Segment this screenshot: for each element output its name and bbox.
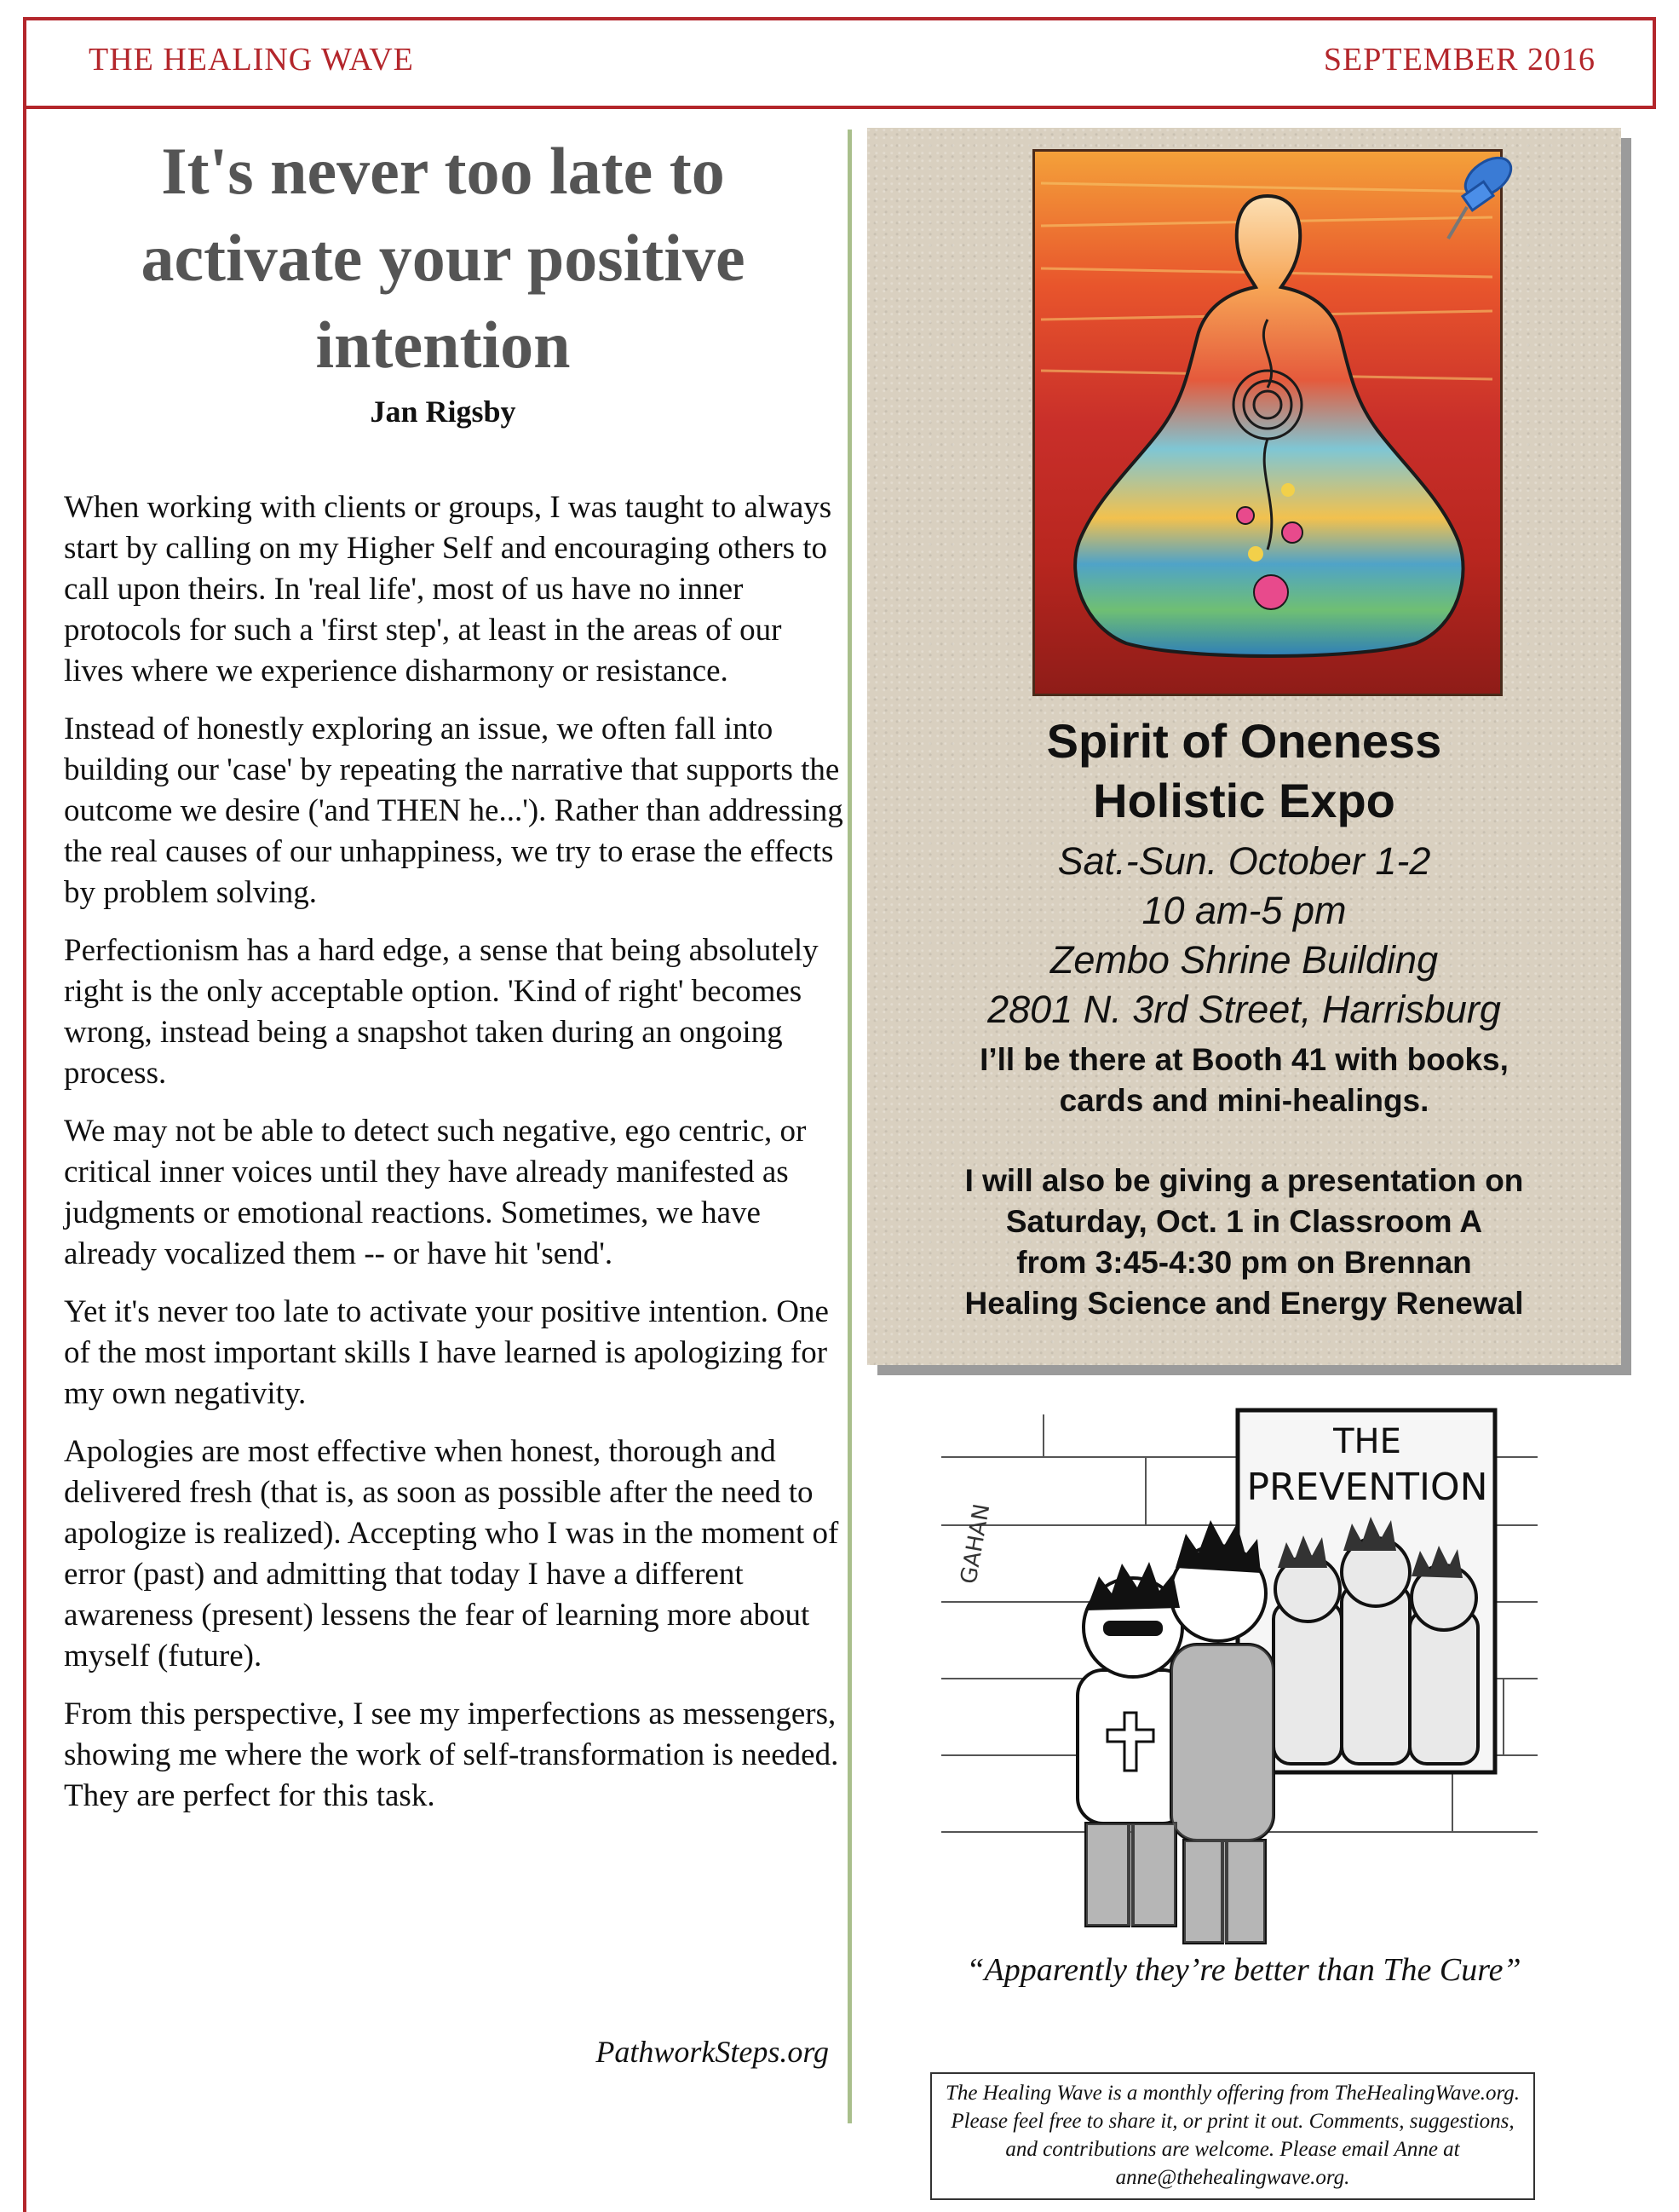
expo-title-line: Holistic Expo: [1093, 774, 1395, 827]
booth-line: I’ll be there at Booth 41 with books,: [980, 1042, 1509, 1077]
article-paragraph: Perfectionism has a hard edge, a sense that being absolutely right is the only acceptable option. 'Kind of right' becomes wrong, instead being a snapshot taken during an ongoing process.: [64, 933, 819, 1091]
frame-left-rule: [23, 17, 26, 2212]
expo-presentation-note: [867, 1161, 1621, 1324]
expo-dates: Sat.-Sun. October 1-2: [1057, 839, 1431, 883]
article-paragraph: Instead of honestly exploring an issue, we often fall into building our 'case' by repeating the narrative that supports the outcome we desire ('and THEN he...'). Rather than addressing the real causes of our unhappiness, we try to erase the effects by problem solving.: [64, 711, 843, 910]
header-bottom-rule: [23, 106, 1656, 109]
presentation-line: Saturday, Oct. 1 in Classroom A: [1005, 1204, 1483, 1239]
expo-title: [867, 711, 1621, 831]
presentation-line: Healing Science and Energy Renewal: [964, 1286, 1524, 1321]
article-source: PathworkSteps.org: [595, 2035, 829, 2069]
cartoon-poster-line: THE: [1333, 1422, 1401, 1461]
pushpin-icon: [1441, 143, 1527, 245]
article-paragraph: Apologies are most effective when honest, thorough and delivered fresh (that is, as soon as possible after the need to apologize is realized). Accepting who I was in the moment of error (past) and admitting that today I have a different awareness (present) lessens the fear of learning more about myself (future).: [64, 1434, 839, 1673]
newsletter-info-box: The Healing Wave is a monthly offering from TheHealingWave.org. Please feel free to share it, or print it out. Comments, suggestions, and contributions are welcome. Please email Anne at anne@thehealingwave.org.: [930, 2072, 1535, 2200]
presentation-line: I will also be giving a presentation on: [964, 1163, 1524, 1198]
prevention-cartoon: [941, 1397, 1538, 1968]
expo-venue: Zembo Shrine Building: [1049, 938, 1439, 982]
frame-top-rule: [23, 17, 1656, 20]
frame-right-rule: [1653, 17, 1656, 109]
expo-address: 2801 N. 3rd Street, Harrisburg: [987, 988, 1501, 1031]
article-paragraph: We may not be able to detect such negative, ego centric, or critical inner voices until they have already manifested as judgments or emotional reactions. Sometimes, we have already vocalized them -- or have hit 'send'.: [64, 1114, 807, 1271]
article-title: It's never too late to activate your positive intention: [141, 134, 745, 382]
cartoon-artist-signature: GAHAN: [956, 1501, 996, 1587]
publication-name: THE HEALING WAVE: [89, 42, 414, 78]
issue-date: SEPTEMBER 2016: [1323, 42, 1596, 78]
column-divider: [848, 130, 852, 2123]
booth-line: cards and mini-healings.: [1059, 1083, 1429, 1118]
expo-details: [867, 837, 1621, 1034]
article-paragraph: From this perspective, I see my imperfections as messengers, showing me where the work of self-transformation is needed. They are perfect for this task.: [64, 1696, 839, 1813]
article-author: Jan Rigsby: [370, 395, 516, 429]
article-paragraph: Yet it's never too late to activate your positive intention. One of the most important skills I have learned is apologizing for my own negativity.: [64, 1294, 829, 1411]
meditation-painting: [1032, 149, 1503, 696]
cartoon-caption: “Apparently they’re better than The Cure”: [966, 1952, 1521, 1988]
cartoon-poster-line: PREVENTION: [1246, 1466, 1488, 1509]
expo-booth-note: [867, 1040, 1621, 1121]
article-body: [64, 487, 846, 1834]
expo-title-line: Spirit of Oneness: [1046, 714, 1442, 768]
article-paragraph: When working with clients or groups, I was taught to always start by calling on my Higher Self and encouraging others to call upon theirs. In 'real life', most of us have no inner protocols for such a 'first step', at least in the areas of our lives where we experience disharmony or resistance.: [64, 490, 832, 688]
expo-hours: 10 am-5 pm: [1141, 889, 1347, 932]
presentation-line: from 3:45-4:30 pm on Brennan: [1016, 1245, 1472, 1280]
